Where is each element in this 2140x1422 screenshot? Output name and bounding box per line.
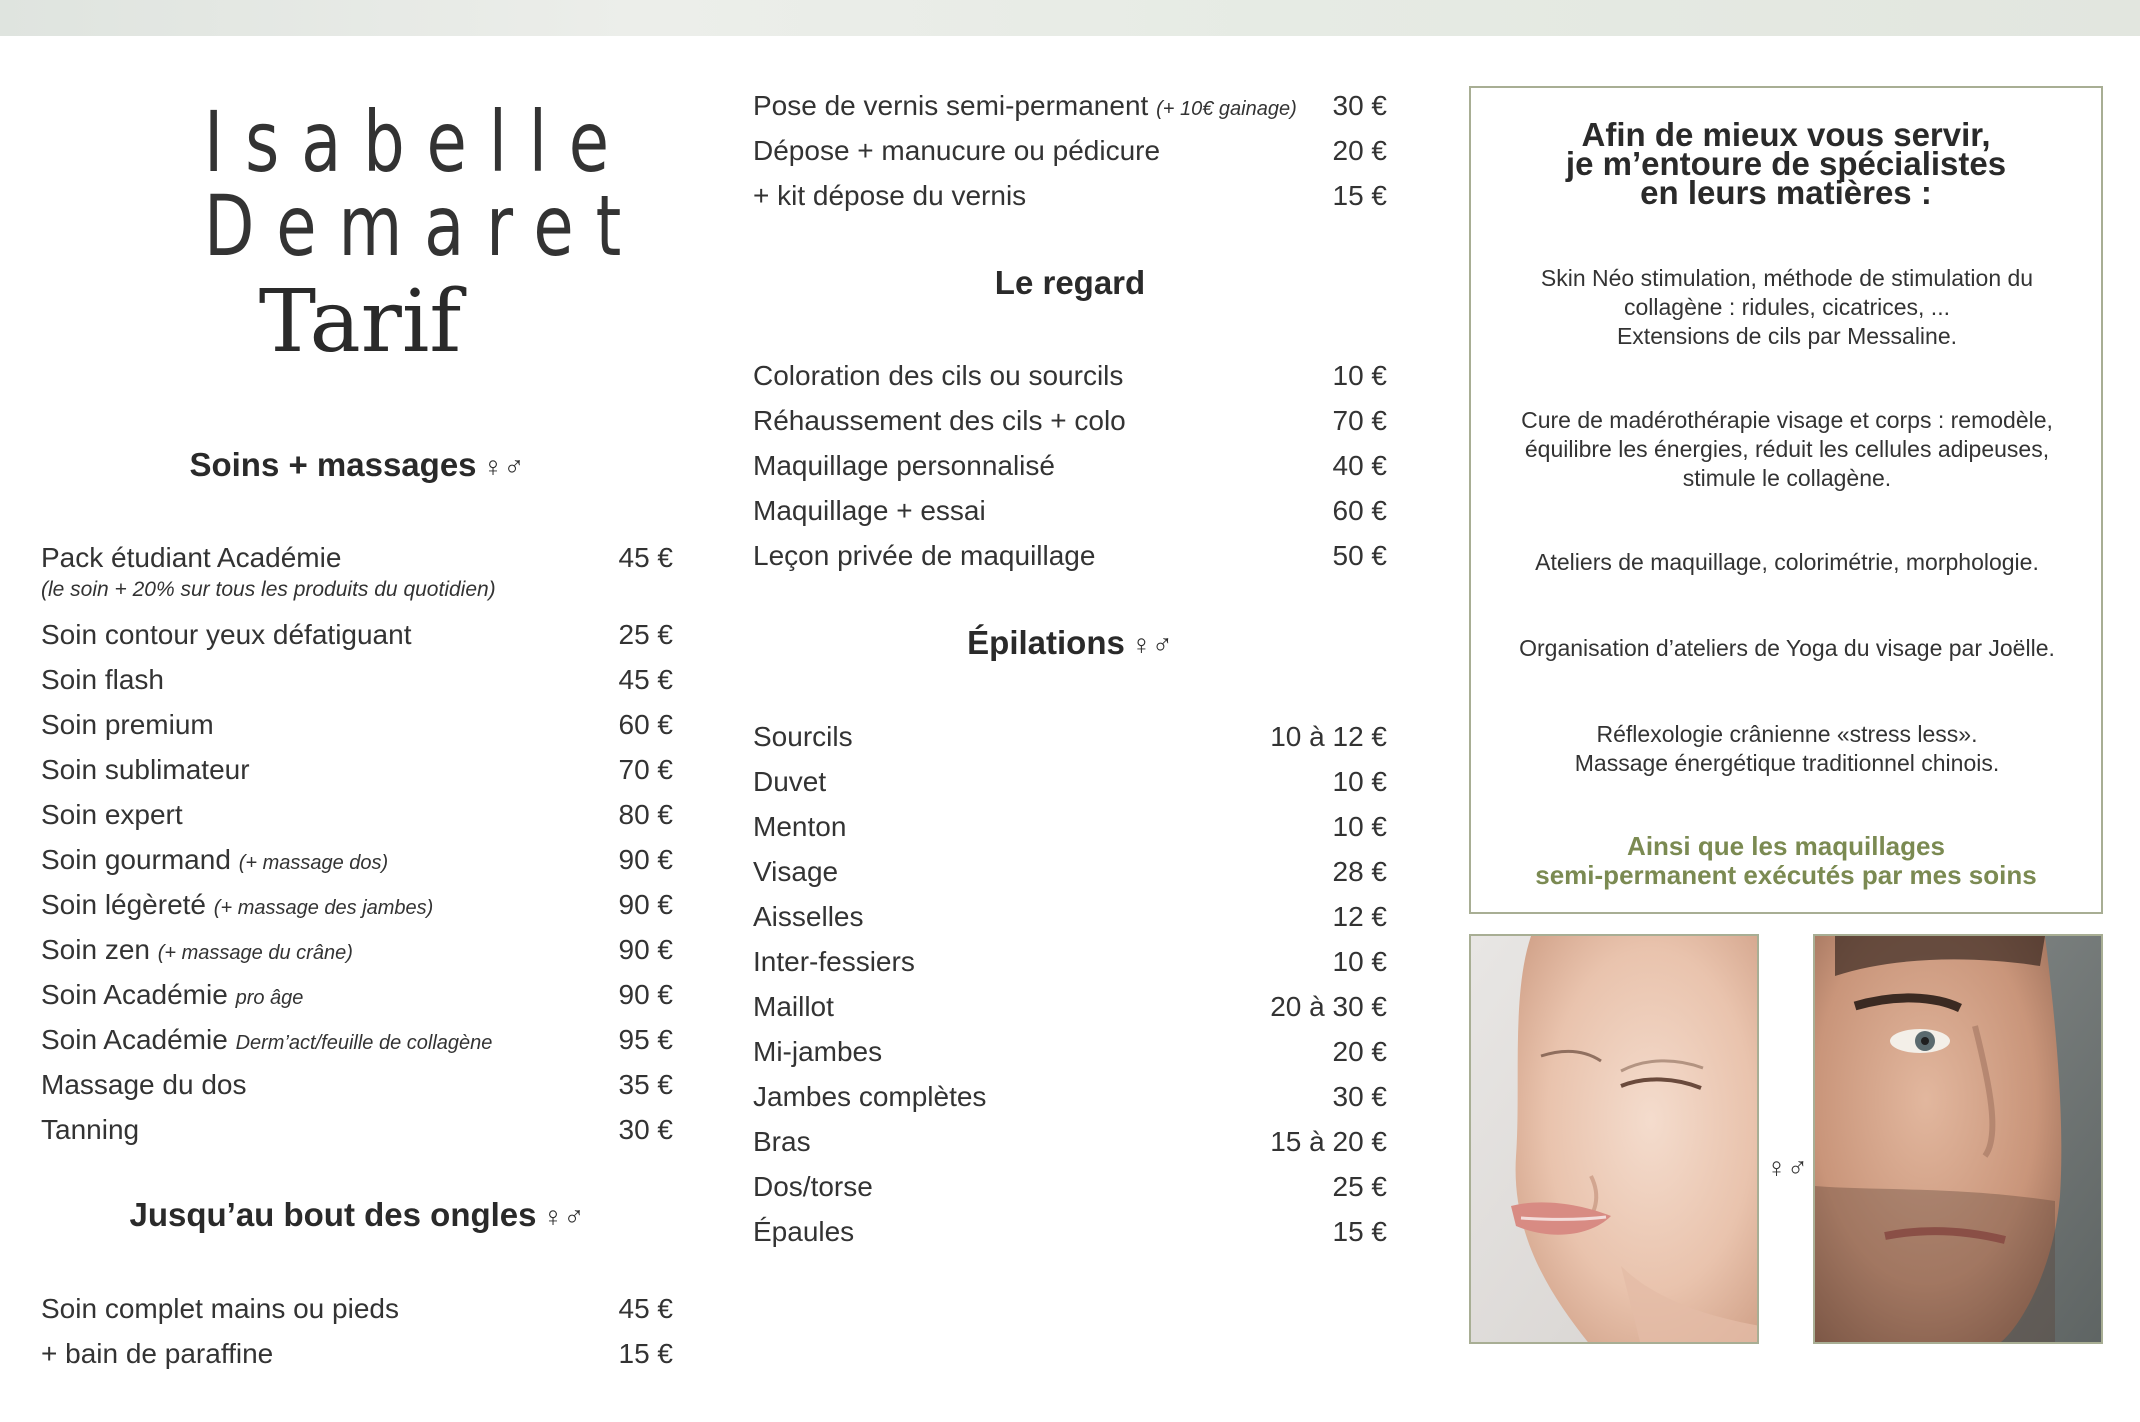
price-row: Bras 15 à 20 € xyxy=(753,1126,1387,1157)
price-row: Mi-jambes 20 € xyxy=(753,1036,1387,1067)
price-row: Pose de vernis semi-permanent (+ 10€ gainage) 30 € xyxy=(753,90,1387,121)
price-row: Soin sublimateur 70 € xyxy=(41,754,673,785)
gender-symbols: ♀♂ xyxy=(482,451,525,482)
gender-symbols: ♀♂ xyxy=(1766,1152,1808,1183)
specialist-paragraph: Skin Néo stimulation, méthode de stimulation du collagène : ridules, cicatrices, ... Extensions de cils par Messaline. xyxy=(1540,265,2034,349)
section-title-ongles: Jusqu’au bout des ongles ♀♂ xyxy=(129,1196,585,1233)
price-row: Soin flash 45 € xyxy=(41,664,673,695)
price-row-note: (le soin + 20% sur tous les produits du quotidien) xyxy=(41,578,496,601)
price-row: Soin complet mains ou pieds 45 € xyxy=(41,1293,673,1324)
price-row: Dépose + manucure ou pédicure 20 € xyxy=(753,135,1387,166)
price-row: Soin légèreté (+ massage des jambes) 90 € xyxy=(41,889,673,920)
price-row: Coloration des cils ou sourcils 10 € xyxy=(753,360,1387,391)
specialist-paragraph: Organisation d’ateliers de Yoga du visage par Joëlle. xyxy=(1519,635,2055,661)
price-row: Tanning 30 € xyxy=(41,1114,673,1145)
gender-symbols: ♀♂ xyxy=(1130,629,1173,660)
semi-permanent-note: Ainsi que les maquillages semi-permanent exécutés par mes soins xyxy=(1535,831,2037,890)
section-title-soins: Soins + massages ♀♂ xyxy=(189,446,525,483)
specialists-title: Afin de mieux vous servir, je m’entoure de spécialistes en leurs matières : xyxy=(1565,116,2007,211)
price-row: + bain de paraffine 15 € xyxy=(41,1338,673,1369)
price-row: Soin expert 80 € xyxy=(41,799,673,830)
price-row: Soin Académie Derm’act/feuille de collagène 95 € xyxy=(41,1024,673,1055)
specialist-paragraph: Réflexologie crânienne «stress less». Massage énergétique traditionnel chinois. xyxy=(1574,721,2000,776)
price-row: Pack étudiant Académie 45 € xyxy=(41,542,673,573)
top-banner-strip xyxy=(0,0,2140,36)
price-row: Menton 10 € xyxy=(753,811,1387,842)
price-row: Leçon privée de maquillage 50 € xyxy=(753,540,1387,571)
page-title: Tarif xyxy=(258,272,462,372)
price-row: Soin Académie pro âge 90 € xyxy=(41,979,673,1010)
price-row: Soin zen (+ massage du crâne) 90 € xyxy=(41,934,673,965)
price-row: Soin contour yeux défatiguant 25 € xyxy=(41,619,673,650)
brand-last-name: Demaret xyxy=(204,177,644,275)
specialist-paragraph: Cure de madérothérapie visage et corps : remodèle, équilibre les énergies, réduit les cellules adipeuses, stimule le collagène. xyxy=(1521,407,2053,491)
price-row: Soin premium 60 € xyxy=(41,709,673,740)
specialists-box xyxy=(1469,86,2103,914)
man-face-photo xyxy=(1813,934,2103,1344)
gender-symbols: ♀♂ xyxy=(542,1201,585,1232)
section-title-regard: Le regard xyxy=(994,264,1146,301)
price-row: Soin gourmand (+ massage dos) 90 € xyxy=(41,844,673,875)
price-row: Maquillage personnalisé 40 € xyxy=(753,450,1387,481)
price-row: Réhaussement des cils + colo 70 € xyxy=(753,405,1387,436)
price-row: Sourcils 10 à 12 € xyxy=(753,721,1387,752)
price-row: Dos/torse 25 € xyxy=(753,1171,1387,1202)
brand-logo xyxy=(160,93,644,275)
section-title-epilations: Épilations ♀♂ xyxy=(967,624,1173,661)
price-row: Maquillage + essai 60 € xyxy=(753,495,1387,526)
price-row: Visage 28 € xyxy=(753,856,1387,887)
price-row: Maillot 20 à 30 € xyxy=(753,991,1387,1022)
price-row: Épaules 15 € xyxy=(753,1216,1387,1247)
price-row: Massage du dos 35 € xyxy=(41,1069,673,1100)
price-row: Aisselles 12 € xyxy=(753,901,1387,932)
price-row: Jambes complètes 30 € xyxy=(753,1081,1387,1112)
price-row: + kit dépose du vernis 15 € xyxy=(753,180,1387,211)
specialist-paragraph: Ateliers de maquillage, colorimétrie, morphologie. xyxy=(1535,549,2039,575)
price-row: Inter-fessiers 10 € xyxy=(753,946,1387,977)
brand-first-name: Isabelle xyxy=(204,93,631,191)
woman-face-photo xyxy=(1469,934,1759,1344)
price-row: Duvet 10 € xyxy=(753,766,1387,797)
